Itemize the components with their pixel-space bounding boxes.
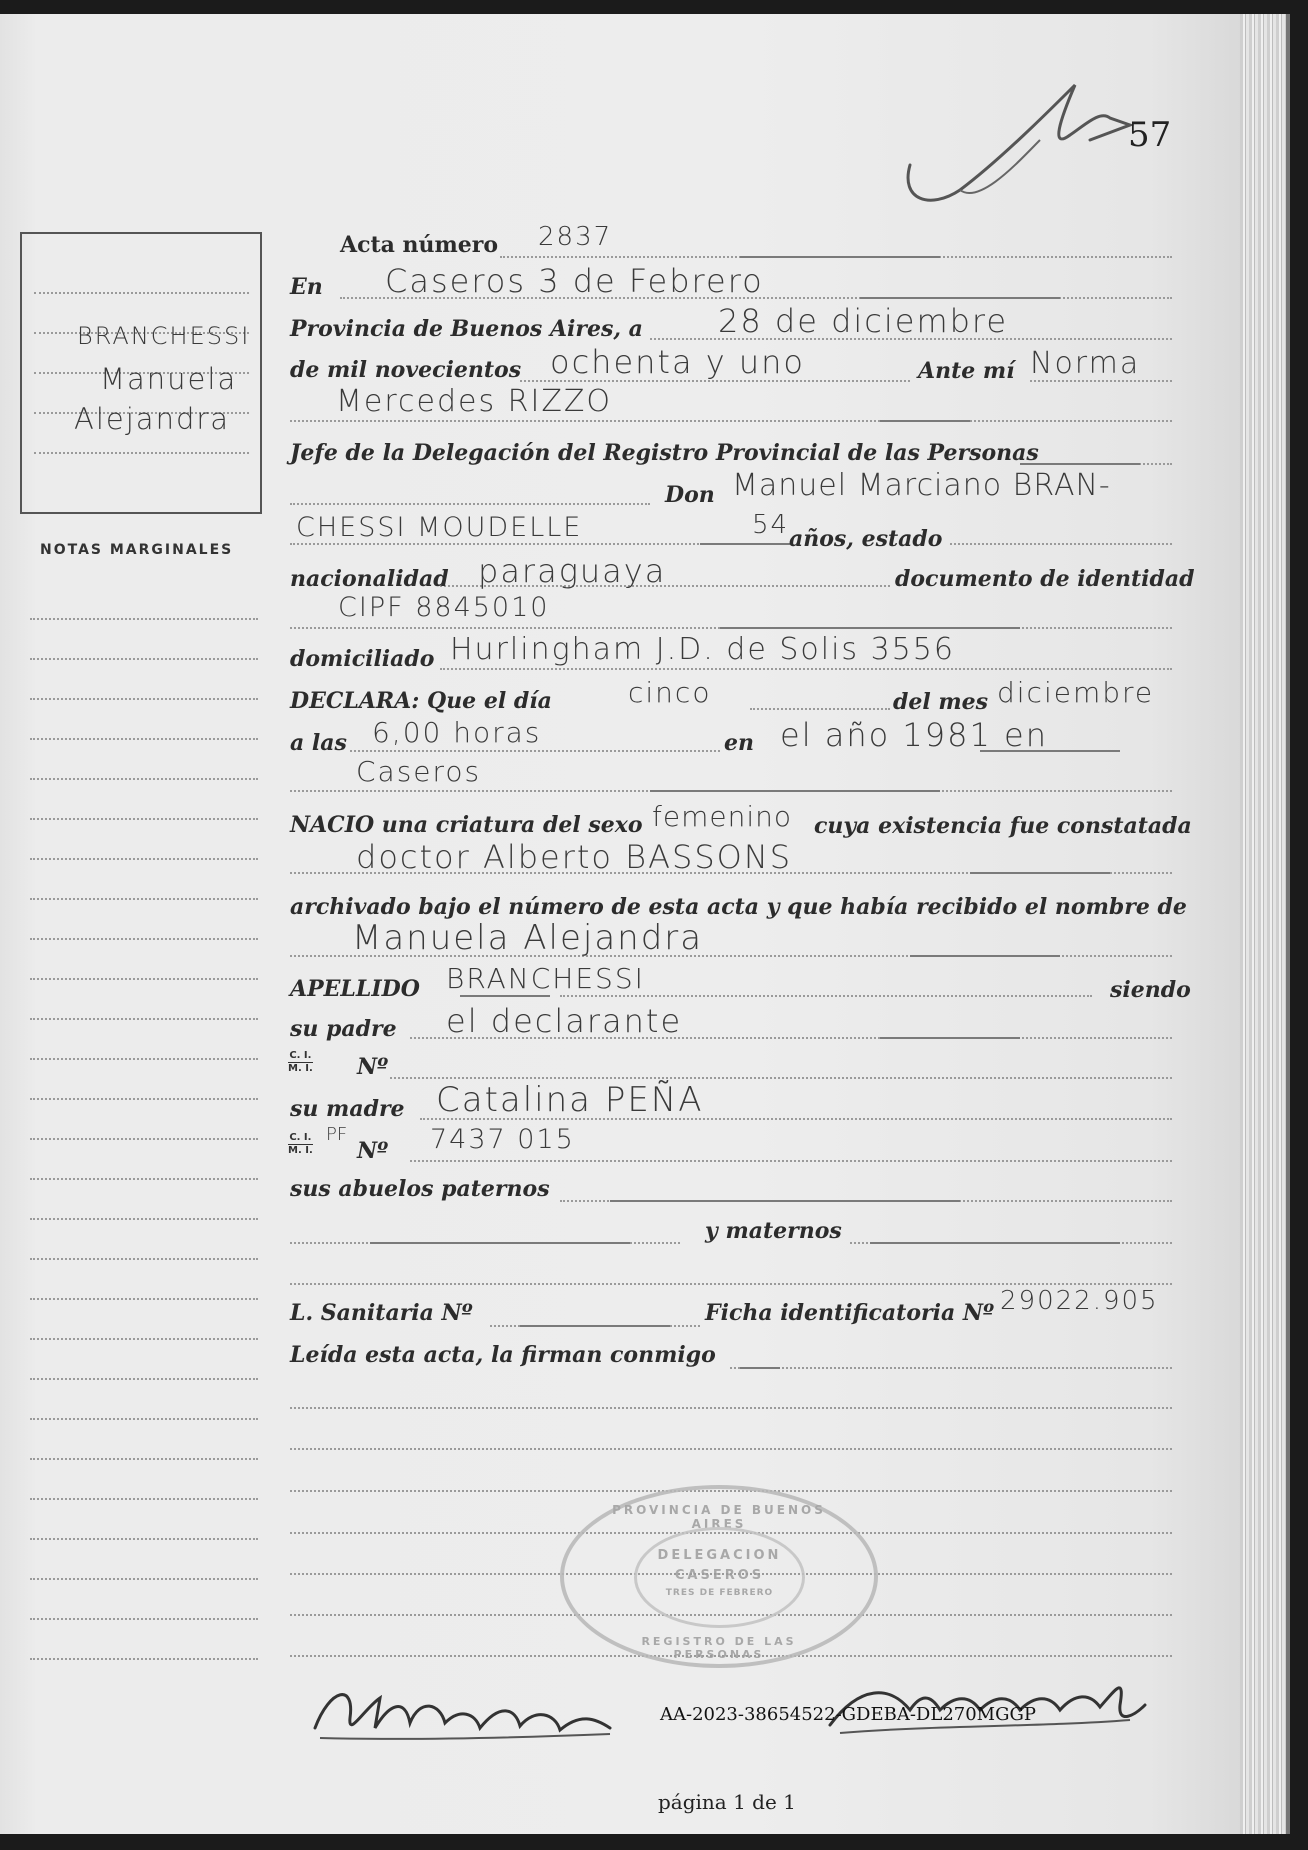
document-reference: AA-2023-38654522-GDEBA-DL270MGGP	[660, 1704, 1036, 1725]
doctor-value: doctor Alberto BASSONS	[356, 838, 793, 876]
stamp-inner-ring	[634, 1527, 805, 1628]
margin-notes-heading: NOTAS MARGINALES	[40, 542, 234, 558]
domicilio-label: domiciliado	[290, 646, 435, 672]
acta-label: Acta número	[340, 232, 499, 258]
don-value-second: CHESSI MOUDELLE	[296, 512, 583, 543]
padre-label: su padre	[290, 1016, 397, 1042]
nacionalidad-label: nacionalidad	[290, 566, 449, 592]
don-value-first: Manuel Marciano BRAN-	[732, 468, 1111, 503]
stamp-inner-line-1: DELEGACION	[657, 1548, 782, 1563]
hora-value: 6,00 horas	[372, 716, 542, 749]
madre-value: Catalina PEÑA	[436, 1080, 704, 1120]
ante-value-second: Mercedes RIZZO	[336, 384, 613, 419]
fecha-value: 28 de diciembre	[718, 302, 1009, 340]
en-value: Caseros 3 de Febrero	[385, 262, 764, 300]
margin-name-box	[20, 232, 262, 514]
abuelos-label: sus abuelos paternos	[290, 1176, 550, 1202]
alas-label: a las	[290, 730, 347, 756]
nombre-value: Manuela Alejandra	[352, 918, 704, 958]
dia-value: cinco	[628, 676, 712, 709]
madre-ci-mi-fraction: C. I. M. I.	[288, 1132, 313, 1156]
stamp-inner-line-2: CASEROS	[674, 1568, 765, 1583]
nacio-label: NACIO una criatura del sexo	[290, 812, 643, 838]
mes-label: del mes	[893, 689, 989, 715]
ante-label: Ante mí	[918, 358, 1015, 384]
ficha-label: Ficha identificatoria Nº	[705, 1300, 994, 1326]
en-label: En	[290, 274, 323, 300]
existencia-label: cuya existencia fue constatada	[814, 813, 1192, 839]
en2-label: en	[724, 730, 754, 756]
sanitaria-label: L. Sanitaria Nº	[290, 1300, 473, 1326]
margin-second-name: Alejandra	[74, 402, 231, 436]
margin-first-name: Manuela	[100, 362, 238, 396]
stamp-inner-line-3: TRES DE FEBRERO	[665, 1588, 774, 1598]
margin-surname: BRANCHESSI	[77, 322, 251, 350]
acta-number: 2837	[538, 222, 613, 252]
stamp-bottom-text: REGISTRO DE LAS PERSONAS	[641, 1635, 797, 1661]
declara-label: DECLARA: Que el día	[290, 688, 552, 714]
ci-mi-fraction: C. I. M. I.	[288, 1050, 313, 1074]
domicilio-value: Hurlingham J.D. de Solis 3556	[450, 632, 955, 667]
apellido-label: APELLIDO	[290, 976, 420, 1002]
page-number: 57	[1128, 115, 1172, 155]
stamp-outer-text: PROVINCIA DE BUENOS AIRES	[612, 1503, 826, 1531]
siendo-label: siendo	[1110, 977, 1191, 1003]
padre-value: el declarante	[446, 1002, 683, 1040]
pagination: página 1 de 1	[658, 1790, 796, 1814]
madre-doc-prefix: PF	[326, 1124, 348, 1145]
top-signature	[900, 70, 1140, 220]
book-page-edges	[1240, 14, 1290, 1834]
documento-label: documento de identidad	[895, 566, 1195, 592]
lugar-value-first: el año 1981 en	[780, 716, 1048, 754]
leida-label: Leída esta acta, la firman conmigo	[290, 1342, 716, 1368]
nacionalidad-value: paraguaya	[478, 552, 667, 590]
maternos-label: y maternos	[705, 1218, 842, 1244]
archivado-label: archivado bajo el número de esta acta y que había recibido el nombre de	[290, 894, 1187, 920]
declarant-signature	[310, 1668, 620, 1748]
jefe-label: Jefe de la Delegación del Registro Provincial de las Personas	[290, 440, 1039, 466]
madre-doc-value: 7437 015	[430, 1124, 575, 1155]
mes-value: diciembre	[997, 676, 1155, 709]
don-label: Don	[665, 482, 715, 508]
mil-label: de mil novecientos	[290, 357, 522, 383]
anio-value: ochenta y uno	[550, 343, 805, 381]
sexo-value: femenino	[652, 800, 792, 833]
apellido-value: BRANCHESSI	[446, 962, 645, 995]
ante-value-first: Norma	[1030, 346, 1141, 381]
padre-n-label: Nº	[357, 1054, 389, 1080]
provincia-label: Provincia de Buenos Aires, a	[290, 316, 643, 342]
madre-n-label: Nº	[357, 1138, 389, 1164]
madre-label: su madre	[290, 1096, 405, 1122]
lugar-value-second: Caseros	[356, 755, 482, 788]
anios-label: años, estado	[789, 526, 943, 552]
official-stamp	[560, 1485, 878, 1668]
documento-value: CIPF 8845010	[338, 592, 550, 623]
ficha-value: 29022.905	[1000, 1286, 1159, 1316]
edad-value: 54	[752, 510, 790, 540]
